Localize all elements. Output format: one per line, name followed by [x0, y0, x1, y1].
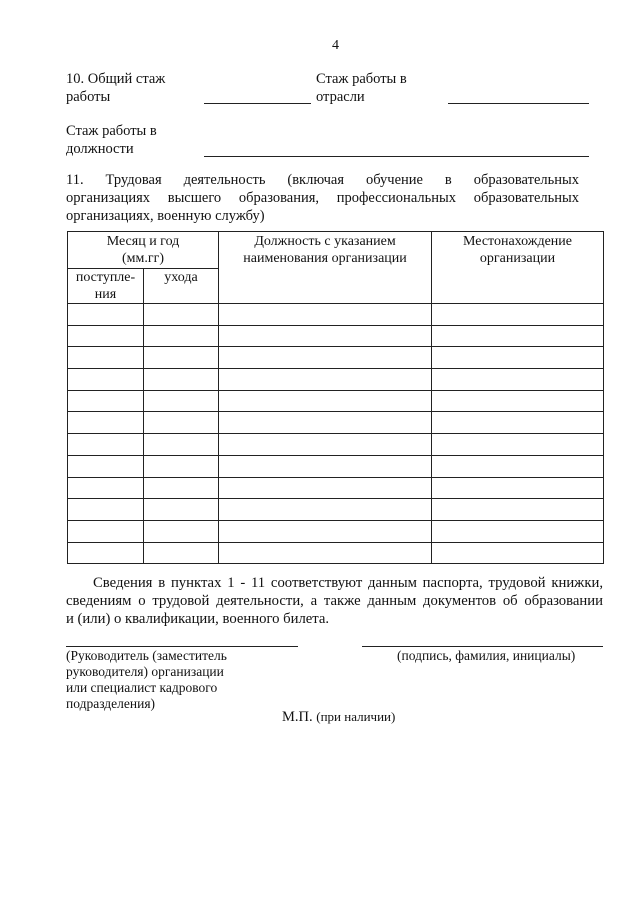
stamp-placeholder [282, 709, 395, 726]
position-cell[interactable] [219, 542, 432, 564]
end-date-cell[interactable] [144, 390, 219, 412]
position-cell[interactable] [219, 325, 432, 347]
table-row [68, 520, 604, 542]
date-column-header [68, 232, 219, 269]
signature-name-line[interactable] [362, 646, 603, 647]
page-number: 4 [332, 38, 339, 53]
confirmation-line1: Сведения в пунктах 1 - 11 соответствуют данным паспорта, трудовой книжки, [93, 575, 603, 591]
location-cell[interactable] [432, 542, 604, 564]
start-date-cell[interactable] [68, 520, 144, 542]
work-history-table [67, 231, 604, 564]
confirmation-statement [66, 574, 603, 628]
date-column-header-line2: (мм.гг) [121, 251, 165, 266]
end-date-cell[interactable] [144, 520, 219, 542]
position-experience-field[interactable] [204, 156, 589, 157]
table-row [68, 369, 604, 391]
start-date-cell[interactable] [68, 542, 144, 564]
location-cell[interactable] [432, 412, 604, 434]
start-column-header-line1: поступле- [75, 270, 136, 285]
position-experience-label [66, 122, 157, 158]
position-cell[interactable] [219, 304, 432, 326]
industry-experience-label-line1: Стаж работы в [316, 71, 407, 87]
end-date-cell[interactable] [144, 477, 219, 499]
start-date-cell[interactable] [68, 390, 144, 412]
position-column-header-line2: наименования организации [243, 251, 407, 266]
confirmation-line3: и (или) о квалификации, военного билета. [66, 611, 330, 627]
start-date-cell[interactable] [68, 499, 144, 521]
start-date-cell[interactable] [68, 477, 144, 499]
table-row [68, 412, 604, 434]
location-cell[interactable] [432, 455, 604, 477]
stamp-label: М.П. [282, 709, 313, 725]
start-date-cell[interactable] [68, 347, 144, 369]
table-row [68, 434, 604, 456]
official-title-caption [66, 648, 227, 712]
table-row [68, 325, 604, 347]
end-date-cell[interactable] [144, 542, 219, 564]
start-column-header [68, 269, 144, 304]
position-cell[interactable] [219, 434, 432, 456]
location-cell[interactable] [432, 499, 604, 521]
end-date-cell[interactable] [144, 499, 219, 521]
position-cell[interactable] [219, 390, 432, 412]
location-cell[interactable] [432, 369, 604, 391]
location-column-header-line2: организации [479, 251, 556, 266]
position-cell[interactable] [219, 347, 432, 369]
industry-experience-label [316, 70, 407, 106]
official-title-caption-line1: (Руководитель (заместитель [66, 648, 227, 663]
position-cell[interactable] [219, 477, 432, 499]
signature-caption: (подпись, фамилия, инициалы) [397, 648, 576, 663]
start-date-cell[interactable] [68, 304, 144, 326]
end-date-cell[interactable] [144, 369, 219, 391]
location-cell[interactable] [432, 325, 604, 347]
work-history-heading-line3: организациях, военную службу) [66, 208, 265, 224]
work-history-heading [66, 171, 579, 225]
table-header-row [68, 232, 604, 269]
position-column-header [219, 232, 432, 304]
position-cell[interactable] [219, 520, 432, 542]
industry-experience-field[interactable] [448, 103, 589, 104]
official-title-caption-line4: подразделения) [66, 696, 156, 711]
stamp-note: (при наличии) [316, 709, 396, 724]
location-cell[interactable] [432, 520, 604, 542]
start-date-cell[interactable] [68, 455, 144, 477]
table-row [68, 499, 604, 521]
position-cell[interactable] [219, 412, 432, 434]
position-experience-label-line1: Стаж работы в [66, 123, 157, 139]
industry-experience-label-line2: отрасли [316, 89, 365, 105]
total-experience-label [66, 70, 165, 106]
position-cell[interactable] [219, 455, 432, 477]
table-row [68, 542, 604, 564]
position-cell[interactable] [219, 499, 432, 521]
work-history-heading-line1: 11. Трудовая деятельность (включая обучение в образовательных [66, 172, 579, 188]
date-column-header-line1: Месяц и год [106, 234, 180, 249]
location-column-header [432, 232, 604, 304]
start-date-cell[interactable] [68, 325, 144, 347]
start-date-cell[interactable] [68, 434, 144, 456]
total-experience-label-line2: работы [66, 89, 111, 105]
start-column-header-line2: ния [94, 287, 117, 302]
location-cell[interactable] [432, 434, 604, 456]
table-row [68, 347, 604, 369]
position-cell[interactable] [219, 369, 432, 391]
total-experience-field[interactable] [204, 103, 311, 104]
location-cell[interactable] [432, 347, 604, 369]
table-row [68, 455, 604, 477]
location-column-header-line1: Местонахождение [463, 234, 573, 249]
total-experience-label-line1: 10. Общий стаж [66, 71, 166, 87]
position-column-header-line1: Должность с указанием [254, 234, 396, 249]
start-date-cell[interactable] [68, 369, 144, 391]
official-title-caption-line2: руководителя) организации [66, 664, 224, 679]
position-experience-label-line2: должности [66, 141, 134, 157]
table-row [68, 390, 604, 412]
end-date-cell[interactable] [144, 434, 219, 456]
end-column-header: ухода [144, 269, 219, 304]
official-title-caption-line3: или специалист кадрового [66, 680, 218, 695]
location-cell[interactable] [432, 304, 604, 326]
table-row [68, 477, 604, 499]
end-date-cell[interactable] [144, 304, 219, 326]
end-date-cell[interactable] [144, 412, 219, 434]
work-history-heading-line2: организациях высшего образования, профессиональных образовательных [66, 190, 579, 206]
end-date-cell[interactable] [144, 347, 219, 369]
location-cell[interactable] [432, 477, 604, 499]
start-date-cell[interactable] [68, 412, 144, 434]
official-signature-line[interactable] [66, 646, 298, 647]
table-row [68, 304, 604, 326]
location-cell[interactable] [432, 390, 604, 412]
end-date-cell[interactable] [144, 455, 219, 477]
end-date-cell[interactable] [144, 325, 219, 347]
confirmation-line2: сведениям о трудовой деятельности, а также данным документов об образовании [66, 593, 603, 609]
